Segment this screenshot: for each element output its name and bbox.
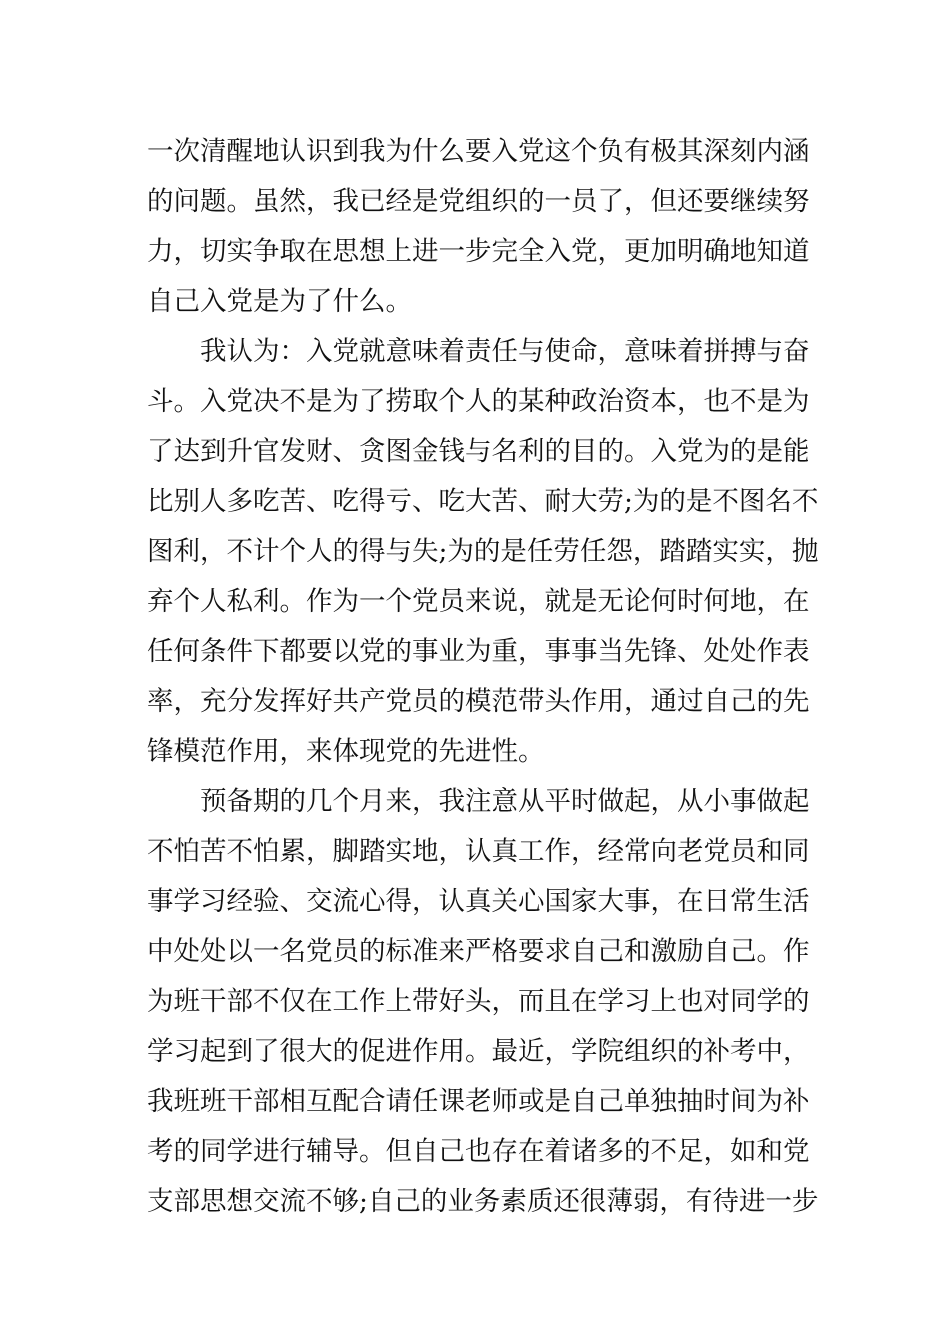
- text-line: 锋模范作用，来体现党的先进性。: [147, 736, 545, 767]
- text-line: 我班班干部相互配合请任课老师或是自己单独抽时间为补: [147, 1086, 810, 1117]
- text-line: 力，切实争取在思想上进一步完全入党，更加明确地知道: [147, 236, 810, 267]
- text-line-indented: 我认为：入党就意味着责任与使命，意味着拼搏与奋: [200, 336, 810, 367]
- text-line: 中处处以一名党员的标准来严格要求自己和激励自己。作: [147, 936, 810, 967]
- text-line: 了达到升官发财、贪图金钱与名利的目的。入党为的是能: [147, 436, 810, 467]
- text-line: 弃个人私利。作为一个党员来说，就是无论何时何地，在: [147, 586, 810, 617]
- text-line-indented: 预备期的几个月来，我注意从平时做起，从小事做起: [200, 786, 810, 817]
- text-line: 率，充分发挥好共产党员的模范带头作用，通过自己的先: [147, 686, 810, 717]
- text-line: 支部思想交流不够;自己的业务素质还很薄弱，有待进一步: [147, 1186, 819, 1217]
- text-line: 的问题。虽然，我已经是党组织的一员了，但还要继续努: [147, 186, 810, 217]
- text-line: 任何条件下都要以党的事业为重，事事当先锋、处处作表: [147, 636, 810, 667]
- text-line: 为班干部不仅在工作上带好头，而且在学习上也对同学的: [147, 986, 810, 1017]
- text-line: 事学习经验、交流心得，认真关心国家大事，在日常生活: [147, 886, 810, 917]
- text-line: 不怕苦不怕累，脚踏实地，认真工作，经常向老党员和同: [147, 836, 810, 867]
- paragraph-2: [147, 327, 819, 777]
- text-line: 考的同学进行辅导。但自己也存在着诸多的不足，如和党: [147, 1136, 810, 1167]
- text-line: 自己入党是为了什么。: [147, 286, 412, 317]
- document-body: [147, 127, 819, 1227]
- paragraph-3: [147, 777, 819, 1227]
- paragraph-1: [147, 127, 810, 327]
- text-line: 学习起到了很大的促进作用。最近，学院组织的补考中，: [147, 1036, 810, 1067]
- text-line: 斗。入党决不是为了捞取个人的某种政治资本，也不是为: [147, 386, 810, 417]
- text-line: 一次清醒地认识到我为什么要入党这个负有极其深刻内涵: [147, 136, 810, 167]
- text-line: 图利，不计个人的得与失;为的是任劳任怨，踏踏实实，抛: [147, 536, 819, 567]
- text-line: 比别人多吃苦、吃得亏、吃大苦、耐大劳;为的是不图名不: [147, 486, 819, 517]
